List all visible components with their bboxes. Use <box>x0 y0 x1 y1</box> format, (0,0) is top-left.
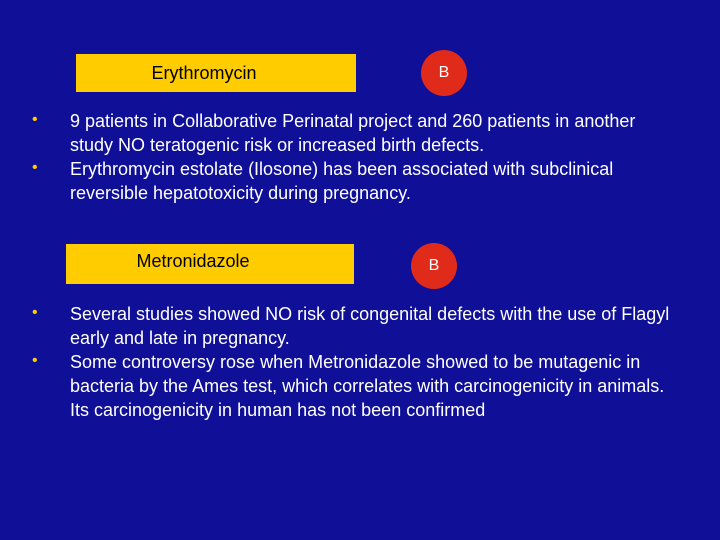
pregnancy-category-badge-erythromycin <box>421 50 467 96</box>
bullet-list-metronidazole <box>0 302 720 422</box>
bullet-icon: • <box>32 352 38 369</box>
bullet-item <box>0 350 720 422</box>
bullet-item <box>0 157 720 205</box>
bullet-list-erythromycin <box>0 109 720 205</box>
bullet-icon: • <box>32 159 38 176</box>
pregnancy-category-badge-metronidazole <box>411 243 457 289</box>
drug-name-erythromycin: Erythromycin <box>151 62 257 83</box>
drug-name-metronidazole: Metronidazole <box>136 250 250 271</box>
bullet-item <box>0 109 720 157</box>
bullet-icon: • <box>32 304 38 321</box>
drug-name-box-metronidazole <box>66 244 354 284</box>
bullet-text: Erythromycin estolate (Ilosone) has been associated with subclinical reversible hepatotoxicity during pregnancy. <box>70 159 614 203</box>
drug-name-box-erythromycin <box>76 54 356 92</box>
bullet-text: 9 patients in Collaborative Perinatal project and 260 patients in another study NO teratogenic risk or increased birth defects. <box>70 111 636 155</box>
pregnancy-category-metronidazole: B <box>428 257 440 274</box>
bullet-item <box>0 302 720 350</box>
bullet-text: Several studies showed NO risk of congenital defects with the use of Flagyl early and late in pregnancy. <box>70 304 670 348</box>
bullet-icon: • <box>32 111 38 128</box>
pregnancy-category-erythromycin: B <box>438 64 450 81</box>
bullet-text: Some controversy rose when Metronidazole showed to be mutagenic in bacteria by the Ames test, which correlates with carcinogenicity in animals. Its carcinogenicity in human has not been confirmed <box>70 352 665 420</box>
